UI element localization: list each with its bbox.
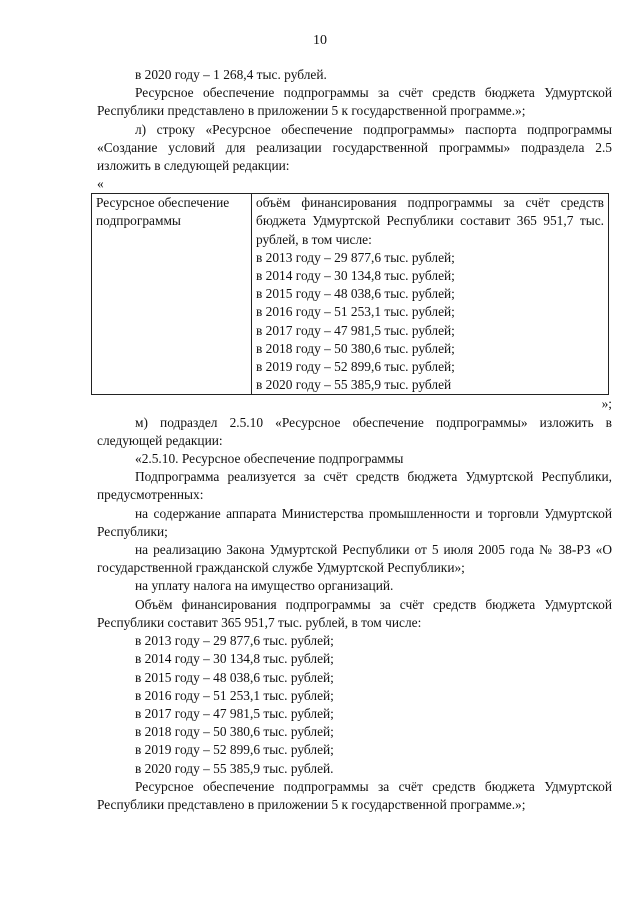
table-intro-text: объём финансирования подпрограммы за счёт средств бюджета Удмуртской Республики составит 365 951,7 тыс. рублей, в том числе:	[256, 195, 604, 247]
paragraph-2020-total: в 2020 году – 1 268,4 тыс. рублей.	[135, 67, 327, 82]
resource-table	[91, 193, 609, 395]
paragraph-financing-volume: Объём финансирования подпрограммы за счёт средств бюджета Удмуртской Республики составит 365 951,7 тыс. рублей, в том числе:	[97, 596, 612, 630]
table-label-cell: Ресурсное обеспечение подпрограммы	[92, 194, 252, 395]
paragraph-item-m: м) подраздел 2.5.10 «Ресурсное обеспечение подпрограммы» изложить в следующей редакции:	[97, 414, 612, 448]
year-line: в 2013 году – 29 877,6 тыс. рублей;	[135, 633, 334, 649]
page-number: 10	[313, 33, 327, 48]
table-year-line: в 2020 году – 55 385,9 тыс. рублей	[256, 377, 452, 393]
paragraph-ministry-apparatus: на содержание аппарата Министерства промышленности и торговли Удмуртской Республики;	[97, 505, 612, 539]
table-year-line: в 2015 году – 48 038,6 тыс. рублей;	[256, 286, 455, 302]
table-row	[92, 194, 609, 395]
table-year-line: в 2013 году – 29 877,6 тыс. рублей;	[256, 249, 455, 265]
section-heading: «2.5.10. Ресурсное обеспечение подпрограммы	[135, 451, 404, 467]
closing-quote: »;	[601, 396, 612, 412]
year-line: в 2016 году – 51 253,1 тыс. рублей;	[135, 687, 334, 703]
year-line: в 2019 году – 52 899,6 тыс. рублей;	[135, 742, 334, 758]
table-year-line: в 2016 году – 51 253,1 тыс. рублей;	[256, 304, 455, 320]
opening-quote: «	[97, 176, 104, 192]
year-line: в 2014 году – 30 134,8 тыс. рублей;	[135, 651, 334, 667]
year-line: в 2020 году – 55 385,9 тыс. рублей.	[135, 760, 334, 776]
year-line: в 2017 году – 47 981,5 тыс. рублей;	[135, 705, 334, 721]
table-value-cell	[252, 194, 609, 395]
paragraph-law-reference: на реализацию Закона Удмуртской Республики от 5 июля 2005 года № 38-РЗ «О государственной гражданской службе Удмуртской Республики»;	[97, 542, 612, 576]
table-year-line: в 2017 году – 47 981,5 тыс. рублей;	[256, 322, 455, 338]
paragraph-item-l: л) строку «Ресурсное обеспечение подпрограммы» паспорта подпрограммы «Создание условий для реализации государственной программы» подраздела 2.5 изложить в следующей редакции:	[97, 121, 612, 174]
paragraph-final-appendix: Ресурсное обеспечение подпрограммы за счёт средств бюджета Удмуртской Республики представлено в приложении 5 к государственной программе.»;	[97, 778, 612, 812]
paragraph-property-tax: на уплату налога на имущество организаций.	[135, 578, 394, 594]
paragraph-resource-appendix: Ресурсное обеспечение подпрограммы за счёт средств бюджета Удмуртской Республики представлено в приложении 5 к государственной программе.»;	[97, 85, 612, 119]
document-body	[97, 66, 612, 814]
table-year-line: в 2018 году – 50 380,6 тыс. рублей;	[256, 340, 455, 356]
year-line: в 2015 году – 48 038,6 тыс. рублей;	[135, 669, 334, 685]
table-year-line: в 2019 году – 52 899,6 тыс. рублей;	[256, 359, 455, 375]
table-year-line: в 2014 году – 30 134,8 тыс. рублей;	[256, 268, 455, 284]
paragraph-financing-source: Подпрограмма реализуется за счёт средств бюджета Удмуртской Республики, предусмотренных:	[97, 469, 612, 503]
year-line: в 2018 году – 50 380,6 тыс. рублей;	[135, 724, 334, 740]
